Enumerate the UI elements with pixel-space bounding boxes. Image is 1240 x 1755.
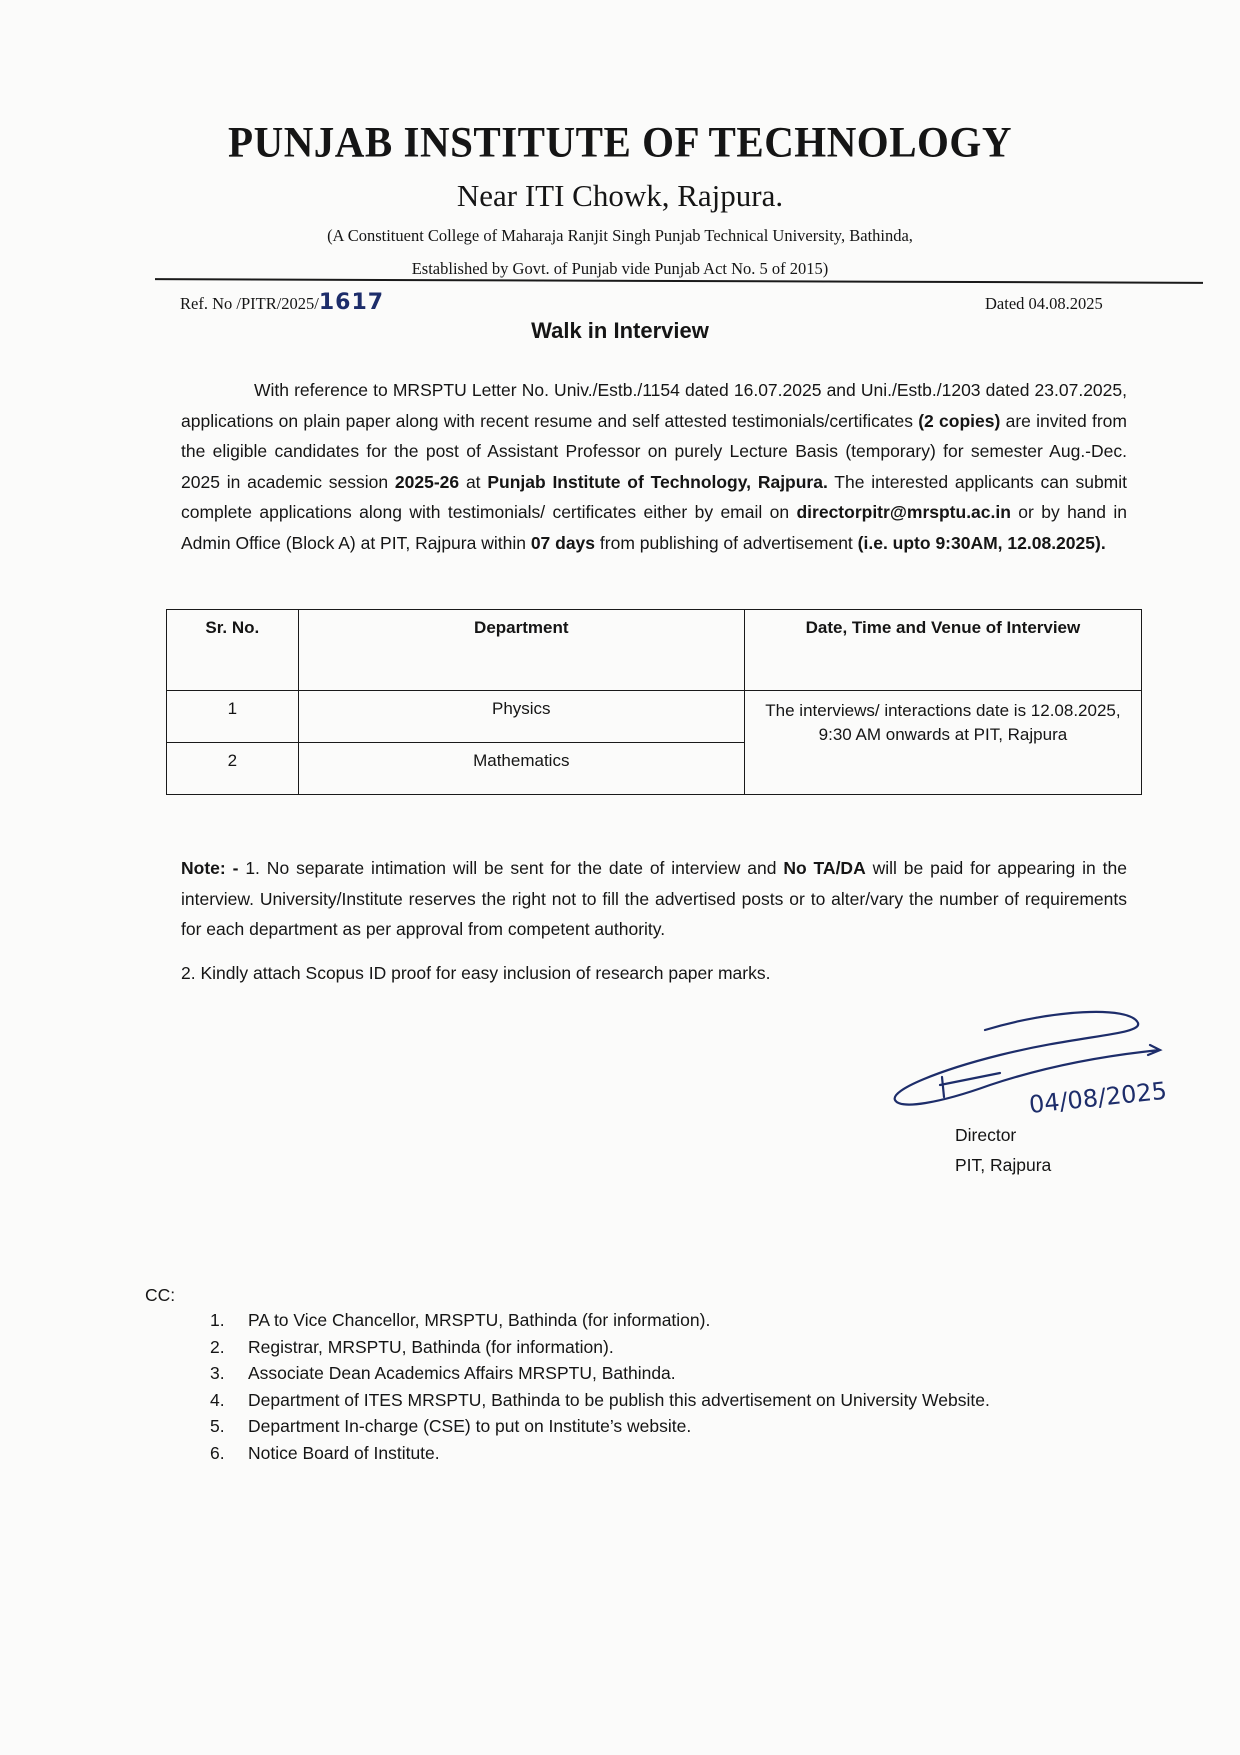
cell-department: Mathematics [298,743,744,795]
table-row [167,691,1142,743]
note-label: Note: - [181,858,239,878]
list-item: 1. PA to Vice Chancellor, MRSPTU, Bathinda (for information). [210,1310,711,1330]
signatory-place: PIT, Rajpura [955,1155,1052,1175]
header-divider [155,278,1203,284]
body-paragraph: With reference to MRSPTU Letter No. Univ./Estb./1154 dated 16.07.2025 and Uni./Estb./1203 dated 23.07.2025, applications on plain paper along with recent resume and self attested testimonials/certificates (2 copies) are invited from the eligible candidates for the post of Assistant Professor on purely Lecture Basis (temporary) for semester Aug.-Dec. 2025 in academic session 2025-26 at Punjab Institute of Technology, Rajpura. The interested applicants can submit complete applications along with testimonials/ certificates either by email on directorpitr@mrsptu.ac.in or by hand in Admin Office (Block A) at PIT, Rajpura within 07 days from publishing of advertisement (i.e. upto 9:30AM, 12.08.2025). [181,380,1128,553]
list-item: 2. Registrar, MRSPTU, Bathinda (for information). [210,1336,614,1357]
signatory-block [955,1120,1051,1180]
contact-email: directorpitr@mrsptu.ac.in [796,502,1011,522]
deadline: (i.e. upto 9:30AM, 12.08.2025). [857,532,1106,553]
column-header-department: Department [298,610,744,691]
column-header-venue: Date, Time and Venue of Interview [744,610,1141,691]
cell-sr-no: 1 [167,691,299,743]
document-date: Dated 04.08.2025 [985,294,1103,313]
reference-number [180,290,384,315]
svg-text:04/08/2025: 04/08/2025 [1027,1076,1169,1119]
list-item: 5. Department In-charge (CSE) to put on Institute’s website. [210,1416,692,1436]
affiliation-line-1: (A Constituent College of Maharaja Ranjit Singh Punjab Technical University, Bathinda, [327,226,913,245]
signatory-designation: Director [955,1125,1017,1145]
reference-prefix: Ref. No /PITR/2025/ [180,294,319,313]
cell-sr-no: 2 [167,743,299,795]
list-item: 3. Associate Dean Academics Affairs MRSPTU, Bathinda. [210,1363,676,1383]
note-1: Note: - 1. No separate intimation will be sent for the date of interview and No TA/DA will be paid for appearing in the interview. University/Institute reserves the right not to fill the advertised posts or to alter/vary the number of requirements for each department as per approval from competent authority. [181,858,1127,939]
list-item: 6. Notice Board of Institute. [210,1442,440,1463]
cc-label: CC: [145,1285,176,1305]
signature-icon [880,1005,1180,1125]
column-header-sr-no: Sr. No. [167,610,299,691]
list-item: 4. Department of ITES MRSPTU, Bathinda to be publish this advertisement on University Website. [210,1389,990,1410]
cell-department: Physics [298,691,744,743]
reference-number-handwritten: 1617 [318,290,385,315]
page-title: Walk in Interview [531,318,709,343]
cell-venue: The interviews/ interactions date is 12.08.2025, 9:30 AM onwards at PIT, Rajpura [744,691,1141,795]
institute-name: PUNJAB INSTITUTE OF TECHNOLOGY [228,117,1012,167]
affiliation-line-2: Established by Govt. of Punjab vide Punjab Act No. 5 of 2015) [411,259,829,278]
interview-schedule-table [166,609,1142,795]
institute-address: Near ITI Chowk, Rajpura. [456,178,784,213]
table-header-row [167,610,1142,691]
note-2: 2. Kindly attach Scopus ID proof for easy inclusion of research paper marks. [181,963,771,983]
cc-list [210,1307,990,1466]
